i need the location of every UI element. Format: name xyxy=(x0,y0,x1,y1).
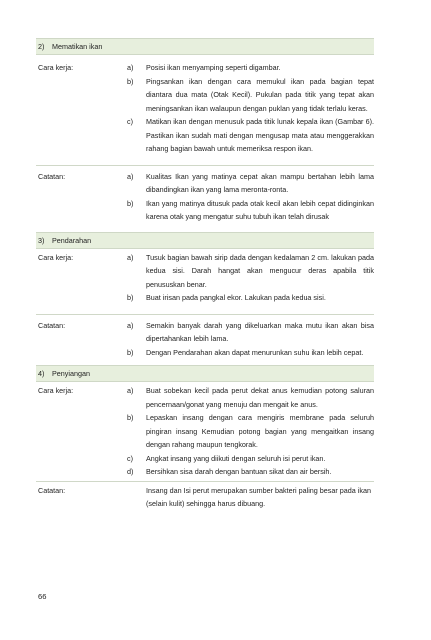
list-item xyxy=(127,411,374,452)
section-number: 4) xyxy=(38,369,45,378)
list-item xyxy=(127,465,374,479)
procedure-block xyxy=(36,384,374,479)
item-text: Ikan yang matinya ditusuk pada otak kecil akan lebih cepat didinginkan karena otak yang mengatur suhu tubuh ikan telah dirusak xyxy=(146,198,374,221)
item-marker: a) xyxy=(127,63,134,72)
section-title: Mematikan ikan xyxy=(52,42,103,51)
notes-label: Catatan: xyxy=(38,320,66,330)
item-text: Matikan ikan dengan menusuk pada titik lunak kepala ikan (Gambar 6). Pastikan ikan sudah mati dengan mengusap mata atau menggerakkan rahang bagian bawah untuk memeriksa respon ikan. xyxy=(146,117,374,153)
procedure-label: Cara kerja: xyxy=(38,63,74,72)
section-title: Penyiangan xyxy=(52,369,90,378)
item-text: Kualitas Ikan yang matinya cepat akan mampu bertahan lebih lama dibandingkan ikan yang lama meronta-ronta. xyxy=(146,171,374,194)
divider xyxy=(36,481,374,482)
section-title: Pendarahan xyxy=(52,235,92,245)
item-text: Lepaskan insang dengan cara mengiris membrane pada seluruh pingiran insang Kemudian potong bagian yang mengaitkan insang dengan rahang maupun tengkorak. xyxy=(146,413,374,449)
list-item xyxy=(127,197,374,224)
divider xyxy=(36,165,374,166)
procedure-label: Cara kerja: xyxy=(38,386,74,395)
procedure-block xyxy=(36,251,374,305)
item-marker: c) xyxy=(127,453,133,463)
section-header xyxy=(36,365,374,382)
document-page xyxy=(36,38,374,511)
note-text: Insang dan Isi perut merupakan sumber bakteri paling besar pada ikan (selain kulit) sehingga harus dibuang. xyxy=(146,485,371,508)
list-item xyxy=(127,384,374,411)
list-item xyxy=(127,115,374,156)
list-item xyxy=(127,346,374,360)
item-marker: c) xyxy=(127,117,133,126)
list-item xyxy=(127,291,374,305)
section-number: 3) xyxy=(38,235,45,245)
list-item xyxy=(127,61,374,75)
item-marker: b) xyxy=(127,198,134,208)
item-marker: d) xyxy=(127,467,134,476)
item-text: Tusuk bagian bawah sirip dada dengan kedalaman 2 cm. lakukan pada kedua sisi. Darah hangat akan mengucur deras apabila titik penususkan benar. xyxy=(146,252,374,289)
list-item xyxy=(127,170,374,197)
item-text: Pingsankan ikan dengan cara memukul ikan pada bagian tepat diantara dua mata (Otak Kecil). Pukulan pada titik yang tepat akan meningsankan ikan walaupun dengan puklan yang tidak terlalu keras. xyxy=(146,76,374,113)
item-text: Angkat insang yang diikuti dengan seluruh isi perut ikan. xyxy=(146,453,326,463)
item-marker: b) xyxy=(127,76,134,86)
notes-label: Catatan: xyxy=(38,485,66,495)
section-header xyxy=(36,38,374,55)
list-item xyxy=(127,251,374,292)
item-text: Posisi ikan menyamping seperti digambar. xyxy=(146,63,281,72)
item-text: Semakin banyak darah yang dikeluarkan maka mutu ikan akan bisa dipertahankan lebih lama. xyxy=(146,320,374,343)
item-marker: a) xyxy=(127,252,134,262)
item-marker: b) xyxy=(127,293,134,302)
item-marker: b) xyxy=(127,347,134,357)
page-number: 66 xyxy=(38,592,47,601)
notes-label: Catatan: xyxy=(38,171,66,181)
item-marker: a) xyxy=(127,320,134,330)
item-text: Bersihkan sisa darah dengan bantuan sikat dan air bersih. xyxy=(146,467,332,476)
item-text: Buat irisan pada pangkal ekor. Lakukan pada kedua sisi. xyxy=(146,293,326,302)
notes-block xyxy=(36,319,374,360)
section-header xyxy=(36,232,374,249)
list-item xyxy=(127,75,374,116)
section-number: 2) xyxy=(38,42,45,51)
item-marker: a) xyxy=(127,386,134,395)
item-text: Dengan Pendarahan akan dapat menurunkan suhu ikan lebih cepat. xyxy=(146,347,364,357)
item-text: Buat sobekan kecil pada perut dekat anus kemudian potong saluran pencernaan/gonat yang menuju dan mengait ke anus. xyxy=(146,386,374,409)
procedure-label: Cara kerja: xyxy=(38,252,74,262)
item-marker: a) xyxy=(127,171,134,181)
list-item xyxy=(127,319,374,346)
notes-block xyxy=(36,170,374,224)
notes-block xyxy=(36,484,374,511)
list-item xyxy=(127,452,374,466)
item-marker: b) xyxy=(127,413,134,422)
procedure-block xyxy=(36,61,374,156)
divider xyxy=(36,314,374,315)
